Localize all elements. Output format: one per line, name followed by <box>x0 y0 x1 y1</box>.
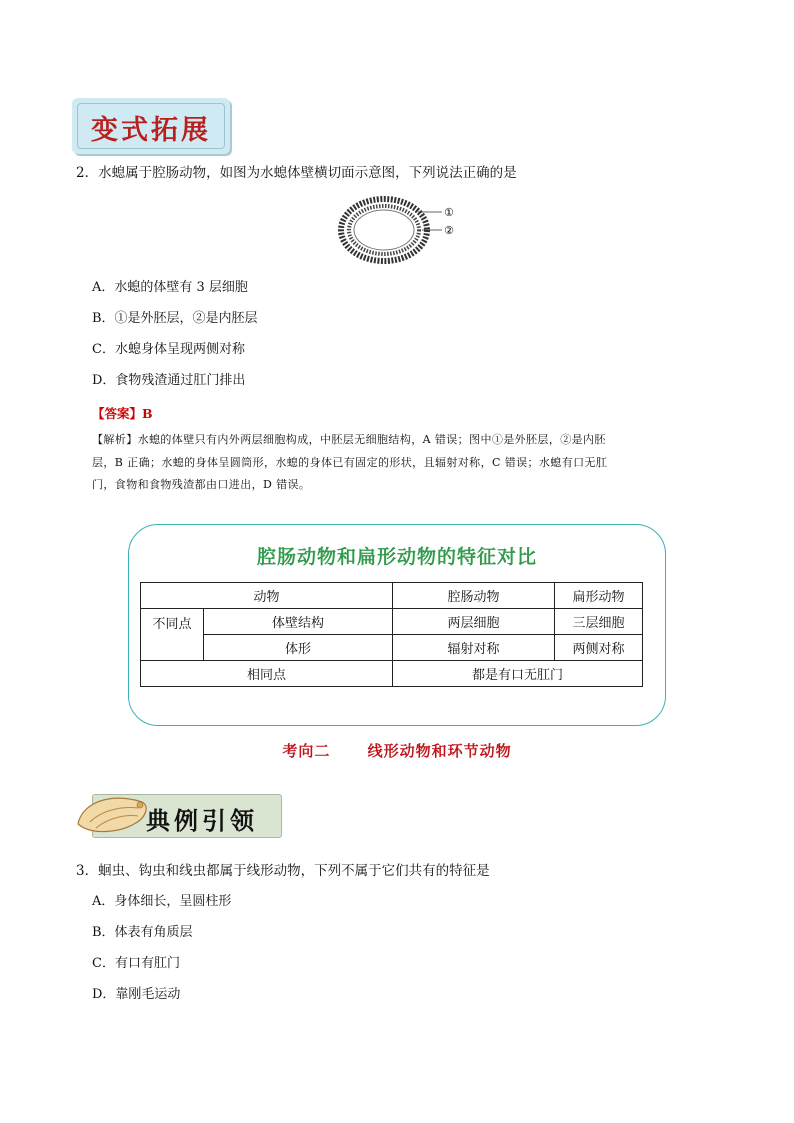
option-c: C．水螅身体呈现两侧对称 <box>92 342 245 357</box>
option-b: B．①是外胚层，②是内胚层 <box>92 311 258 326</box>
answer-line <box>92 403 153 422</box>
hydra-cross-section-figure <box>338 196 466 266</box>
summary-title: 腔肠动物和扁形动物的特征对比 <box>256 546 537 568</box>
option-d: D．食物残渣通过肛门排出 <box>92 373 246 388</box>
banner-label: 典例引领 <box>146 806 258 835</box>
question-2-stem: 2．水螅属于腔肠动物，如图为水螅体壁横切面示意图，下列说法正确的是 <box>76 165 517 181</box>
comparison-summary-box <box>128 524 666 726</box>
section-title: 考向二 线形动物和环节动物 <box>282 742 512 760</box>
diff-label-cell: 不同点 <box>141 609 204 661</box>
table-row <box>141 661 643 687</box>
option-c: C．有口有肛门 <box>92 956 180 971</box>
table-row <box>141 609 643 635</box>
conch-shell-icon <box>72 788 154 842</box>
figure-label-2: ② <box>444 224 454 237</box>
figure-label-1: ① <box>444 206 454 219</box>
same-label-cell: 相同点 <box>141 661 393 687</box>
analysis-line: 【解析】水螅的体壁只有内外两层细胞构成，中胚层无细胞结构，A 错误；图中①是外胚层，②是内胚 <box>92 433 606 446</box>
table-row <box>141 635 643 661</box>
table-cell: 两侧对称 <box>555 635 643 661</box>
analysis-block <box>92 429 712 497</box>
analysis-line: 门，食物和食物残渣都由口进出，D 错误。 <box>92 478 311 491</box>
table-cell: 体壁结构 <box>204 609 393 635</box>
answer-value: B <box>142 406 153 421</box>
header-cell: 扁形动物 <box>555 583 643 609</box>
table-cell: 两层细胞 <box>393 609 555 635</box>
header-cell: 动物 <box>141 583 393 609</box>
cavity-outline <box>354 210 414 250</box>
option-a: A．身体细长，呈圆柱形 <box>92 894 232 909</box>
question-3-stem: 3．蛔虫、钩虫和线虫都属于线形动物，下列不属于它们共有的特征是 <box>76 863 490 879</box>
inner-layer-ring <box>349 206 419 254</box>
answer-label: 【答案】 <box>92 406 143 421</box>
header-cell: 腔肠动物 <box>393 583 555 609</box>
typical-example-banner <box>72 788 282 842</box>
option-a: A．水螅的体壁有 3 层细胞 <box>92 280 248 295</box>
table-cell: 三层细胞 <box>555 609 643 635</box>
variant-expansion-banner <box>72 98 230 154</box>
option-d: D．靠刚毛运动 <box>92 987 181 1002</box>
banner-label: 变式拓展 <box>91 115 211 146</box>
comparison-table <box>140 582 643 687</box>
table-cell: 体形 <box>204 635 393 661</box>
analysis-line: 层，B 正确；水螅的身体呈圆筒形，水螅的身体已有固定的形状，且辐射对称，C 错误；水螅有口无肛 <box>92 455 608 469</box>
table-header-row <box>141 583 643 609</box>
table-cell: 辐射对称 <box>393 635 555 661</box>
option-b: B．体表有角质层 <box>92 925 193 940</box>
same-value-cell: 都是有口无肛门 <box>393 661 643 687</box>
